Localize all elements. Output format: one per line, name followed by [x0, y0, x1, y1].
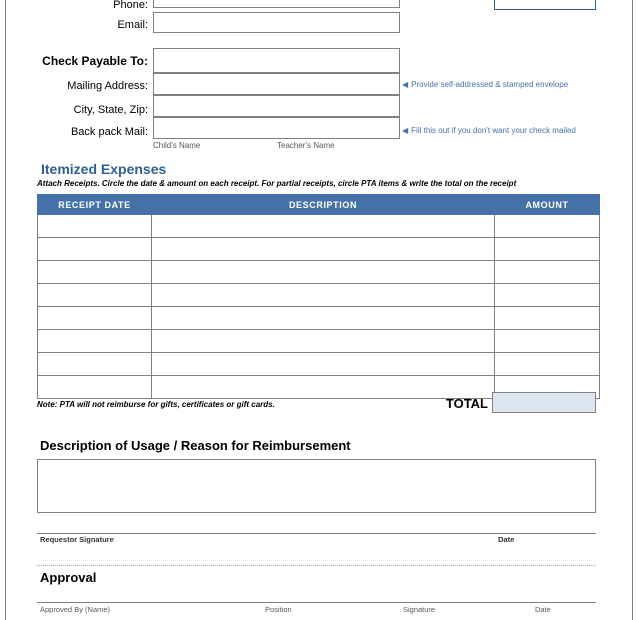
cell-description[interactable] [152, 238, 495, 261]
reimbursement-restriction-note: Note: PTA will not reimburse for gifts, certificates or gift cards. [37, 400, 275, 409]
requestor-date-label: Date [498, 535, 515, 544]
table-row [38, 353, 600, 376]
teachers-name-hint: Teacher's Name [277, 141, 335, 150]
note-backpack-mail [402, 126, 576, 136]
phone-input[interactable] [153, 0, 400, 8]
cell-description[interactable] [152, 284, 495, 307]
table-header-row [38, 195, 600, 215]
itemized-expenses-subtitle: Attach Receipts. Circle the date & amount on each receipt. For partial receipts, circle PTA items & write the total on the receipt [37, 179, 517, 188]
requestor-signature-label: Requestor Signature [40, 535, 114, 544]
section-divider-dotted [37, 565, 596, 566]
city-state-zip-label: City, State, Zip: [73, 104, 148, 116]
column-header-description: DESCRIPTION [152, 195, 495, 215]
total-label: TOTAL [445, 396, 488, 411]
backpack-mail-label: Back pack Mail: [70, 126, 148, 138]
email-input[interactable] [153, 12, 400, 33]
approval-position-label: Position [265, 605, 292, 614]
cell-receipt-date[interactable] [38, 330, 152, 353]
column-header-receipt-date: RECEIPT DATE [38, 195, 152, 215]
page-border-left [5, 0, 6, 620]
usage-textarea[interactable] [37, 459, 596, 513]
note-stamped-envelope [402, 80, 568, 90]
cell-receipt-date[interactable] [38, 284, 152, 307]
childs-name-hint: Child's Name [153, 141, 201, 150]
check-payable-to-input[interactable] [153, 48, 400, 73]
left-arrow-icon: ◀ [402, 80, 409, 89]
amount-requested-box[interactable] [494, 0, 596, 10]
itemized-expenses-title: Itemized Expenses [41, 161, 167, 177]
cell-amount[interactable] [495, 330, 600, 353]
usage-heading: Description of Usage / Reason for Reimbursement [40, 438, 351, 453]
note-stamped-envelope-text: Provide self-addressed & stamped envelope [411, 80, 569, 89]
cell-description[interactable] [152, 330, 495, 353]
cell-description[interactable] [152, 215, 495, 238]
approval-signature-label: Signature [403, 605, 436, 614]
cell-amount[interactable] [495, 284, 600, 307]
cell-receipt-date[interactable] [38, 376, 152, 399]
column-header-amount: AMOUNT [495, 195, 600, 215]
table-row [38, 284, 600, 307]
phone-label: Phone: [113, 0, 148, 11]
page-border-right [632, 0, 633, 620]
cell-receipt-date[interactable] [38, 307, 152, 330]
cell-receipt-date[interactable] [38, 261, 152, 284]
approval-title: Approval [40, 570, 97, 585]
note-backpack-mail-text: Fill this out if you don't want your check mailed [411, 126, 576, 135]
approved-by-label: Approved By (Name) [40, 605, 111, 614]
cell-description[interactable] [152, 261, 495, 284]
table-row [38, 215, 600, 238]
cell-description[interactable] [152, 353, 495, 376]
requestor-signature-rule [37, 533, 596, 534]
total-amount-input[interactable] [492, 392, 596, 413]
cell-amount[interactable] [495, 215, 600, 238]
itemized-expenses-table [37, 194, 600, 399]
mailing-address-label: Mailing Address: [67, 80, 148, 92]
left-arrow-icon-2: ◀ [402, 126, 409, 135]
table-row [38, 330, 600, 353]
cell-receipt-date[interactable] [38, 238, 152, 261]
cell-amount[interactable] [495, 238, 600, 261]
city-state-zip-input[interactable] [153, 95, 400, 117]
approval-date-label: Date [535, 605, 551, 614]
cell-amount[interactable] [495, 353, 600, 376]
check-payable-to-label: Check Payable To: [42, 54, 148, 68]
cell-amount[interactable] [495, 307, 600, 330]
cell-description[interactable] [152, 307, 495, 330]
table-row [38, 238, 600, 261]
cell-receipt-date[interactable] [38, 215, 152, 238]
cell-amount[interactable] [495, 261, 600, 284]
mailing-address-input[interactable] [153, 73, 400, 95]
approval-rule [37, 602, 596, 603]
table-row [38, 307, 600, 330]
email-label: Email: [117, 19, 148, 31]
table-row [38, 261, 600, 284]
cell-receipt-date[interactable] [38, 353, 152, 376]
backpack-mail-input[interactable] [153, 117, 400, 139]
